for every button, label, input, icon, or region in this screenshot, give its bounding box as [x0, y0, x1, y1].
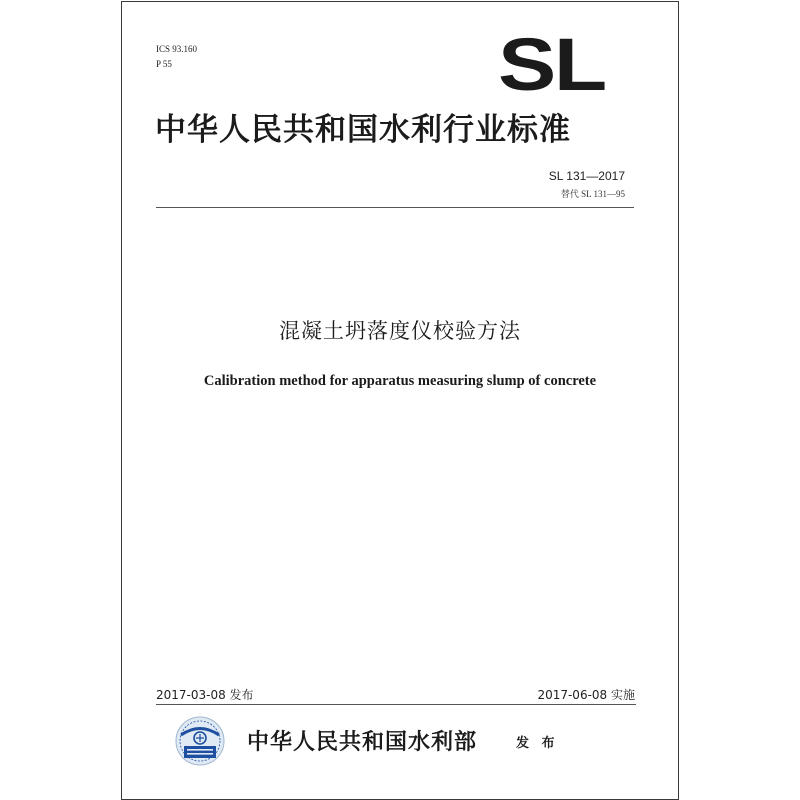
footer-divider — [156, 704, 636, 705]
publish-label: 发 布 — [516, 736, 559, 751]
standard-number: SL 131—2017 — [548, 169, 625, 183]
implementation-date: 2017-06-08 实施 — [537, 688, 635, 702]
industry-standard-title: 中华人民共和国水利行业标准 — [155, 112, 571, 148]
replaced-standard: 替代 SL 131—95 — [560, 189, 625, 199]
issuing-ministry: 中华人民共和国水利部 — [247, 730, 478, 755]
english-title: Calibration method for apparatus measuring slump of concrete — [203, 373, 597, 389]
sl-logo: SL — [498, 23, 605, 106]
ccs-code: P 55 — [156, 59, 172, 69]
issue-date: 2017-03-08 发布 — [156, 688, 254, 702]
ics-code: ICS 93.160 — [156, 44, 198, 54]
document-cover — [121, 1, 679, 800]
classification-codes — [156, 42, 197, 72]
header-divider — [156, 207, 634, 208]
chinese-title: 混凝土坍落度仪校验方法 — [279, 319, 521, 343]
ministry-seal-icon — [175, 716, 225, 766]
